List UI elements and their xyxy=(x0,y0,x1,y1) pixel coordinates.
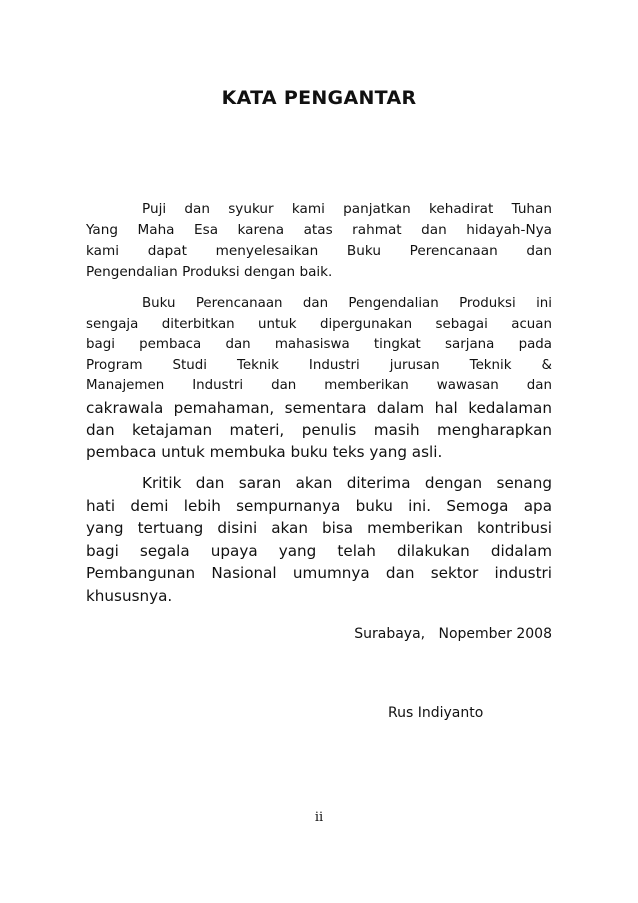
page-title: KATA PENGANTAR xyxy=(221,87,417,109)
paragraph-closing xyxy=(86,472,552,608)
paragraph-line: Manajemen Industri dan memberikan wawasan dan xyxy=(86,378,552,393)
paragraph-line: Kritik dan saran akan diterima dengan senang xyxy=(142,474,552,492)
paragraph-line: bagi pembaca dan mahasiswa tingkat sarjana pada xyxy=(86,337,552,352)
author-name: Rus Indiyanto xyxy=(388,705,484,721)
paragraph-line: Puji dan syukur kami panjatkan kehadirat Tuhan xyxy=(142,201,552,217)
paragraph-line: sengaja diterbitkan untuk dipergunakan sebagai acuan xyxy=(86,316,552,332)
paragraph-line: pembaca untuk membuka buku teks yang asli. xyxy=(86,442,443,461)
paragraph-line: Buku Perencanaan dan Pengendalian Produksi ini xyxy=(142,296,552,311)
paragraph-line: bagi segala upaya yang telah dilakukan didalam xyxy=(86,541,552,560)
paragraph-line: yang tertuang disini akan bisa memberikan kontribusi xyxy=(86,519,552,538)
paragraph-line: kami dapat menyelesaikan Buku Perencanaan dan xyxy=(86,243,552,259)
page-number: ii xyxy=(314,810,324,825)
paragraph-line: Pembangunan Nasional umumnya dan sektor industri xyxy=(86,564,552,583)
paragraph-line: hati demi lebih sempurnanya buku ini. Semoga apa xyxy=(86,496,552,515)
place-date: Surabaya, Nopember 2008 xyxy=(354,626,552,642)
paragraph-line: Pengendalian Produksi dengan baik. xyxy=(86,264,333,280)
paragraph-line: dan ketajaman materi, penulis masih mengharapkan xyxy=(86,420,552,439)
paragraph-opening xyxy=(86,199,552,283)
paragraph-line: cakrawala pemahaman, sementara dalam hal kedalaman xyxy=(86,398,552,417)
paragraph-line: khususnya. xyxy=(86,586,173,605)
paragraph-line: Program Studi Teknik Industri jurusan Teknik & xyxy=(86,357,552,373)
paragraph-purpose xyxy=(86,294,552,463)
paragraph-line: Yang Maha Esa karena atas rahmat dan hidayah-Nya xyxy=(86,222,552,238)
